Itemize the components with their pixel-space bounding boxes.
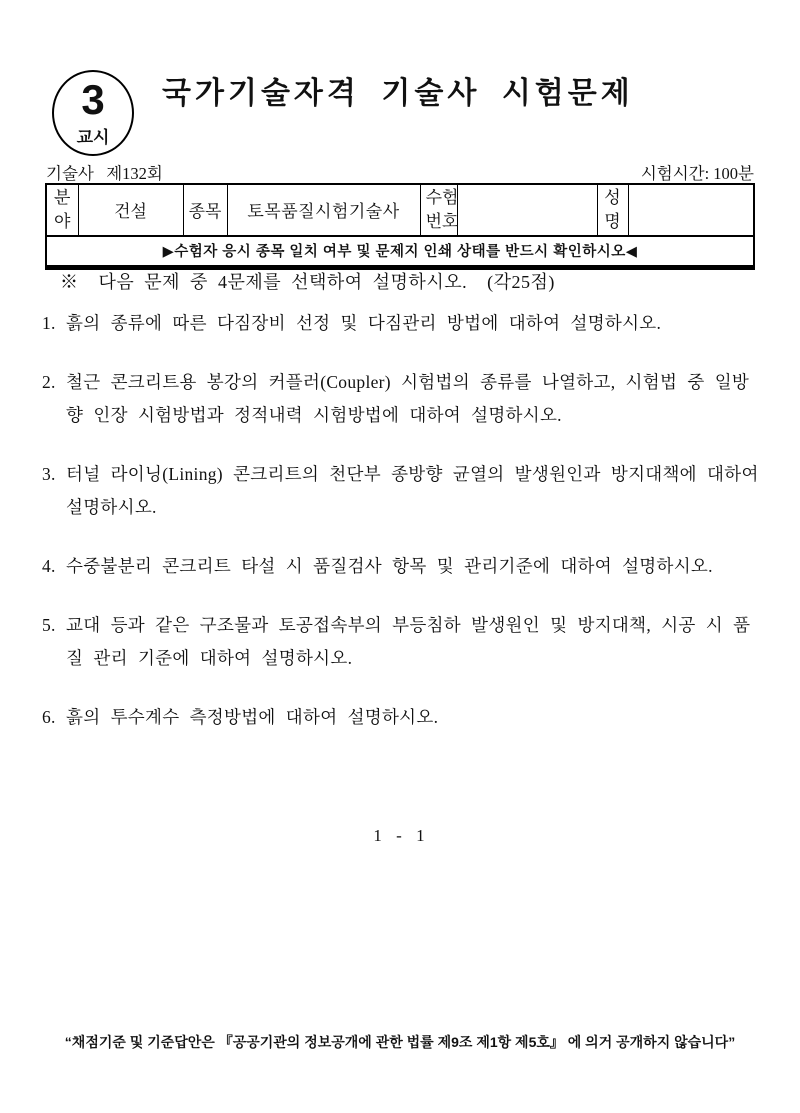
question-item <box>42 701 760 734</box>
question-text: 철근 콘크리트용 봉강의 커플러(Coupler) 시험법의 종류를 나열하고, 시험법 중 일방향 인장 시험방법과 정적내력 시험방법에 대하여 설명하시오. <box>66 372 750 425</box>
question-number: 5. <box>42 615 56 635</box>
exam-number-label: 수험번호 <box>425 188 459 231</box>
candidate-info-table <box>45 183 755 270</box>
question-text: 교대 등과 같은 구조물과 토공접속부의 부등침하 발생원인 및 방지대책, 시공 시 품질 관리 기준에 대하여 설명하시오. <box>66 615 751 668</box>
name-label: 성명 <box>604 188 621 231</box>
question-item <box>42 609 760 675</box>
question-text: 수중불분리 콘크리트 타설 시 품질검사 항목 및 관리기준에 대하여 설명하시오. <box>66 556 713 576</box>
check-notice: ▶수험자 응시 종목 일치 여부 및 문제지 인쇄 상태를 반드시 확인하시오◀ <box>47 236 753 265</box>
question-item <box>42 366 760 432</box>
question-number: 3. <box>42 464 56 484</box>
selection-instruction: ※ 다음 문제 중 4문제를 선택하여 설명하시오. (각25점) <box>60 272 555 292</box>
question-text: 터널 라이닝(Lining) 콘크리트의 천단부 종방향 균열의 발생원인과 방지대책에 대하여 설명하시오. <box>66 464 759 517</box>
subject-value-cell: 토목품질시험기술사 <box>227 185 420 235</box>
name-label-cell <box>597 185 628 235</box>
name-value-cell <box>628 185 753 235</box>
question-number: 4. <box>42 556 56 576</box>
question-number: 1. <box>42 313 56 333</box>
exam-duration-label: 시험시간: 100분 <box>640 164 754 183</box>
session-label: 교시 <box>76 127 110 147</box>
question-item <box>42 550 760 583</box>
page-number: 1 - 1 <box>373 826 427 845</box>
question-item <box>42 307 760 340</box>
disclosure-footer: “채점기준 및 기준답안은 『공공기관의 정보공개에 관한 법률 제9조 제1항 제5호』 에 의거 공개하지 않습니다” <box>64 1034 736 1050</box>
question-text: 흙의 투수계수 측정방법에 대하여 설명하시오. <box>66 707 439 727</box>
session-badge <box>52 70 134 156</box>
field-value-cell: 건설 <box>78 185 183 235</box>
question-list <box>42 307 760 760</box>
question-number: 6. <box>42 707 56 727</box>
exam-info-row <box>46 160 754 184</box>
subject-label-cell: 종목 <box>183 185 227 235</box>
exam-number-label-cell <box>420 185 457 235</box>
question-text: 흙의 종류에 따른 다짐장비 선정 및 다짐관리 방법에 대하여 설명하시오. <box>66 313 662 333</box>
question-number: 2. <box>42 372 56 392</box>
field-label: 분야 <box>54 188 71 231</box>
session-number: 3 <box>81 75 105 123</box>
field-label-cell <box>47 185 78 235</box>
question-item <box>42 458 760 524</box>
exam-round-label: 기술사 제132회 <box>46 164 163 183</box>
exam-number-value-cell <box>457 185 597 235</box>
page-title: 국가기술자격 기술사 시험문제 <box>162 77 634 110</box>
